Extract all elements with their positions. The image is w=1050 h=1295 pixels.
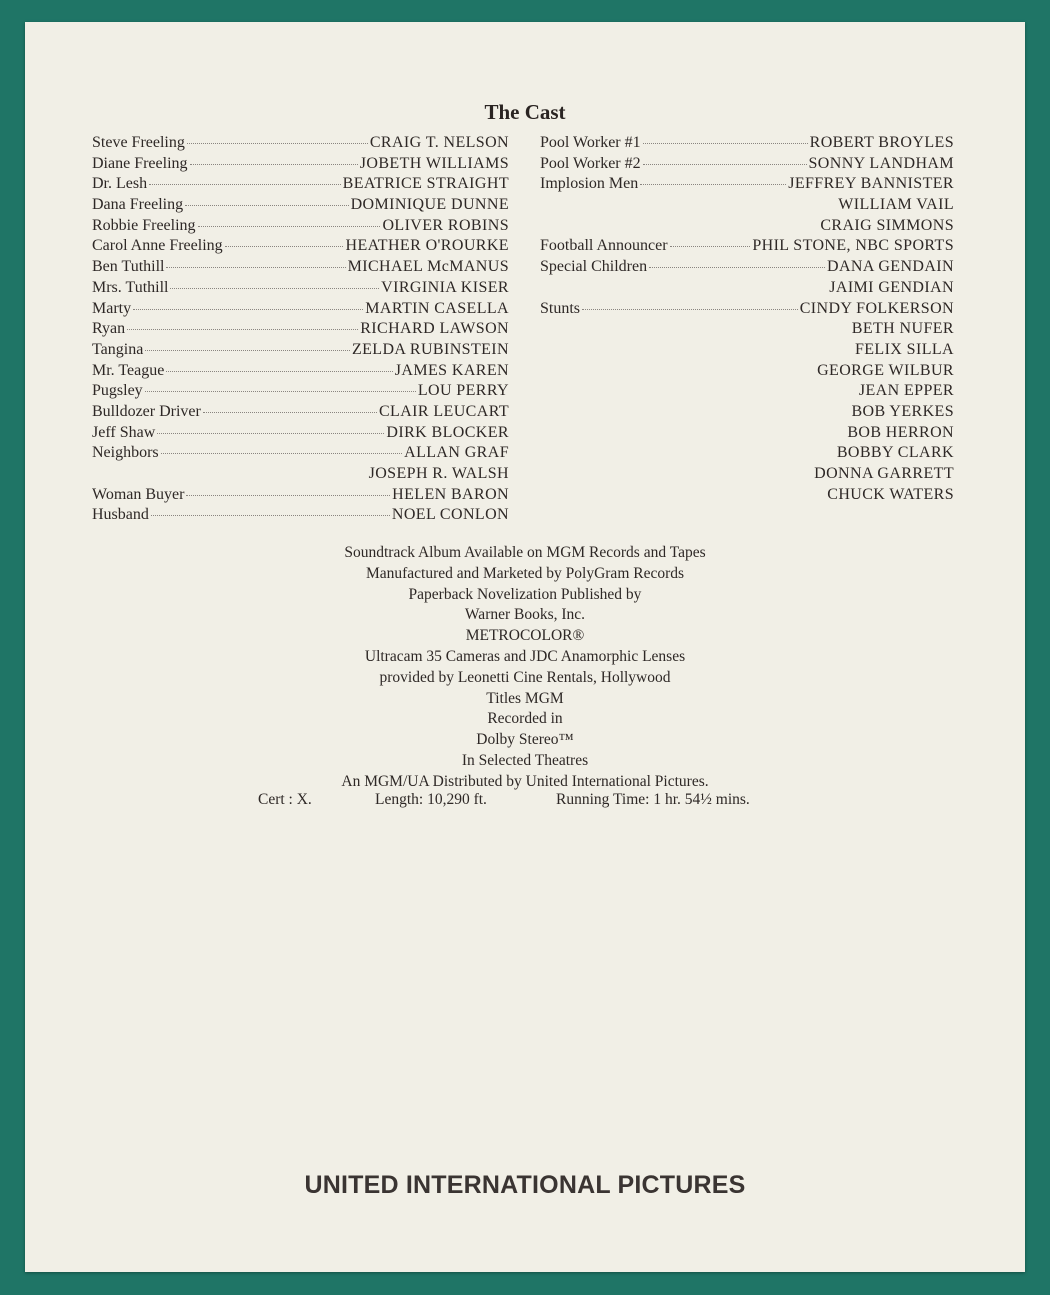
dot-leader bbox=[542, 391, 857, 392]
cast-actor: BOB HERRON bbox=[847, 423, 954, 441]
cast-row bbox=[92, 300, 509, 321]
cast-actor: ALLAN GRAF bbox=[404, 444, 509, 462]
cast-actor: PHIL STONE, NBC SPORTS bbox=[752, 237, 954, 255]
cast-row bbox=[540, 258, 954, 279]
cast-role: Ben Tuthill bbox=[92, 258, 165, 276]
dot-leader bbox=[145, 350, 350, 351]
cast-role: Diane Freeling bbox=[92, 154, 188, 172]
cast-role: Carol Anne Freeling bbox=[92, 237, 223, 255]
cast-actor: VIRGINIA KISER bbox=[381, 278, 509, 296]
credit-line: Paperback Novelization Published by bbox=[408, 585, 642, 603]
cast-role: Special Children bbox=[540, 258, 648, 276]
cast-row bbox=[540, 424, 954, 445]
dot-leader bbox=[187, 143, 368, 144]
cast-role: Football Announcer bbox=[540, 237, 668, 255]
dot-leader bbox=[149, 184, 341, 185]
cast-actor: ZELDA RUBINSTEIN bbox=[351, 340, 509, 358]
cast-actor: JAIMI GENDIAN bbox=[829, 278, 954, 296]
cast-actor: CLAIR LEUCART bbox=[378, 402, 509, 420]
cast-row bbox=[92, 424, 509, 445]
cast-role: Dana Freeling bbox=[92, 196, 184, 214]
cast-actor: JOSEPH R. WALSH bbox=[368, 465, 509, 482]
cast-row bbox=[540, 175, 954, 196]
credit-line: Soundtrack Album Available on MGM Records and Tapes bbox=[344, 544, 706, 561]
dot-leader bbox=[670, 246, 751, 247]
cast-row bbox=[540, 341, 954, 362]
dot-leader bbox=[542, 350, 853, 351]
cast-row bbox=[92, 403, 509, 424]
dot-leader bbox=[186, 495, 390, 496]
cast-role: Marty bbox=[92, 299, 132, 317]
cast-actor: MARTIN CASELLA bbox=[365, 299, 509, 317]
credit-line: Recorded in bbox=[487, 710, 563, 728]
dot-leader bbox=[133, 309, 363, 310]
cast-role: Robbie Freeling bbox=[92, 216, 196, 234]
cast-row bbox=[540, 486, 954, 507]
cast-role: Neighbors bbox=[92, 444, 159, 462]
cast-role: Jeff Shaw bbox=[92, 423, 156, 441]
cast-role: Ryan bbox=[92, 320, 126, 338]
dot-leader bbox=[127, 329, 358, 330]
cast-row bbox=[540, 320, 954, 341]
cast-row bbox=[92, 320, 509, 341]
cast-role: Stunts bbox=[540, 299, 581, 317]
certificate: Cert : X. bbox=[258, 791, 312, 808]
film-length: Length: 10,290 ft. bbox=[375, 791, 487, 808]
cast-row bbox=[92, 465, 509, 486]
cast-actor: ROBERT BROYLES bbox=[809, 134, 954, 151]
dot-leader bbox=[542, 205, 836, 206]
cast-row bbox=[540, 134, 954, 155]
cast-actor: JEAN EPPER bbox=[858, 382, 954, 400]
dot-leader bbox=[198, 226, 381, 227]
credit-line: Dolby Stereo™ bbox=[476, 731, 574, 749]
cast-actor: MICHAEL McMANUS bbox=[347, 258, 509, 276]
dot-leader bbox=[203, 412, 377, 413]
cast-actor: JOBETH WILLIAMS bbox=[359, 154, 509, 172]
cast-row bbox=[92, 382, 509, 403]
dot-leader bbox=[225, 246, 344, 247]
cast-column-left bbox=[92, 134, 509, 527]
cast-actor: LOU PERRY bbox=[417, 382, 509, 400]
cast-role: Bulldozer Driver bbox=[92, 402, 201, 420]
dot-leader bbox=[643, 164, 807, 165]
cast-actor: CRAIG T. NELSON bbox=[369, 134, 509, 151]
dot-leader bbox=[542, 474, 812, 475]
cast-actor: CINDY FOLKERSON bbox=[799, 299, 954, 317]
dot-leader bbox=[542, 226, 818, 227]
cast-row bbox=[92, 134, 509, 155]
dot-leader bbox=[542, 433, 845, 434]
cast-heading: The Cast bbox=[484, 100, 566, 124]
credits-block bbox=[25, 543, 1025, 793]
certificate-line bbox=[258, 791, 750, 809]
cast-row bbox=[92, 362, 509, 383]
cast-actor: BOB YERKES bbox=[851, 402, 954, 420]
cast-row bbox=[540, 196, 954, 217]
cast-actor: JAMES KAREN bbox=[394, 361, 509, 379]
dot-leader bbox=[643, 143, 808, 144]
cast-row bbox=[92, 217, 509, 238]
cast-row bbox=[540, 237, 954, 258]
credit-line: Ultracam 35 Cameras and JDC Anamorphic Lenses bbox=[364, 647, 686, 665]
cast-role: Mr. Teague bbox=[92, 361, 165, 379]
cast-actor: JEFFREY BANNISTER bbox=[788, 175, 954, 193]
cast-row bbox=[92, 444, 509, 465]
dot-leader bbox=[166, 267, 345, 268]
cast-role: Mrs. Tuthill bbox=[92, 278, 169, 296]
cast-actor: FELIX SILLA bbox=[854, 340, 954, 358]
cast-role: Implosion Men bbox=[540, 175, 639, 193]
cast-row bbox=[540, 279, 954, 300]
cast-row bbox=[540, 465, 954, 486]
cast-actor: WILLIAM VAIL bbox=[838, 196, 954, 214]
dot-leader bbox=[582, 309, 798, 310]
cast-row bbox=[92, 279, 509, 300]
cast-actor: CHUCK WATERS bbox=[827, 485, 954, 503]
running-time: Running Time: 1 hr. 54½ mins. bbox=[556, 791, 750, 808]
cast-role: Pool Worker #1 bbox=[540, 134, 641, 151]
cast-row bbox=[92, 258, 509, 279]
dot-leader bbox=[157, 433, 384, 434]
cast-actor: DONNA GARRETT bbox=[814, 465, 954, 482]
credit-line: Warner Books, Inc. bbox=[464, 606, 586, 624]
cast-actor: RICHARD LAWSON bbox=[360, 320, 509, 338]
credit-line: Titles MGM bbox=[486, 689, 564, 707]
cast-row bbox=[540, 217, 954, 238]
dot-leader bbox=[649, 267, 825, 268]
cast-actor: SONNY LANDHAM bbox=[808, 154, 954, 172]
cast-row bbox=[92, 175, 509, 196]
cast-actor: DOMINIQUE DUNNE bbox=[350, 196, 509, 214]
dot-leader bbox=[542, 371, 815, 372]
cast-row bbox=[92, 155, 509, 176]
dot-leader bbox=[542, 288, 827, 289]
cast-actor: GEORGE WILBUR bbox=[817, 361, 954, 379]
dot-leader bbox=[542, 412, 849, 413]
cast-actor: NOEL CONLON bbox=[391, 506, 509, 524]
cast-actor: HEATHER O'ROURKE bbox=[345, 237, 509, 255]
cast-role: Pool Worker #2 bbox=[540, 154, 641, 172]
cast-actor: BEATRICE STRAIGHT bbox=[342, 175, 509, 193]
credit-line: provided by Leonetti Cine Rentals, Hollywood bbox=[379, 668, 671, 686]
cast-row bbox=[92, 486, 509, 507]
cast-row bbox=[92, 237, 509, 258]
dot-leader bbox=[161, 453, 402, 454]
cast-row bbox=[540, 444, 954, 465]
distributor-logo-text: UNITED INTERNATIONAL PICTURES bbox=[304, 1171, 746, 1199]
cast-row bbox=[540, 155, 954, 176]
program-page bbox=[25, 22, 1025, 1272]
cast-row bbox=[540, 362, 954, 383]
cast-column-right bbox=[540, 134, 954, 506]
dot-leader bbox=[190, 164, 358, 165]
dot-leader bbox=[185, 205, 349, 206]
dot-leader bbox=[145, 391, 416, 392]
cast-row bbox=[540, 403, 954, 424]
cast-role: Woman Buyer bbox=[92, 485, 185, 503]
cast-role: Dr. Lesh bbox=[92, 175, 148, 193]
cast-actor: BETH NUFER bbox=[851, 320, 954, 338]
credit-line: An MGM/UA Distributed by United International Pictures. bbox=[341, 772, 709, 790]
cast-actor: BOBBY CLARK bbox=[836, 444, 954, 462]
cast-actor: OLIVER ROBINS bbox=[382, 216, 509, 234]
dot-leader bbox=[94, 474, 367, 475]
cast-row bbox=[92, 341, 509, 362]
credit-line: METROCOLOR® bbox=[465, 627, 585, 645]
dot-leader bbox=[640, 184, 786, 185]
cast-actor: HELEN BARON bbox=[392, 485, 509, 503]
credit-line: Manufactured and Marketed by PolyGram Records bbox=[365, 564, 685, 582]
dot-leader bbox=[151, 515, 390, 516]
dot-leader bbox=[166, 371, 392, 372]
cast-role: Steve Freeling bbox=[92, 134, 185, 151]
cast-actor: DANA GENDAIN bbox=[826, 258, 954, 276]
credit-line: In Selected Theatres bbox=[461, 751, 589, 769]
dot-leader bbox=[542, 453, 835, 454]
cast-actor: CRAIG SIMMONS bbox=[820, 216, 954, 234]
cast-row bbox=[92, 506, 509, 527]
cast-row bbox=[92, 196, 509, 217]
dot-leader bbox=[542, 495, 825, 496]
cast-row bbox=[540, 300, 954, 321]
cast-row bbox=[540, 382, 954, 403]
dot-leader bbox=[170, 288, 379, 289]
cast-role: Pugsley bbox=[92, 382, 143, 400]
cast-actor: DIRK BLOCKER bbox=[386, 423, 509, 441]
cast-role: Tangina bbox=[92, 340, 144, 358]
dot-leader bbox=[542, 329, 850, 330]
cast-role: Husband bbox=[92, 506, 149, 524]
